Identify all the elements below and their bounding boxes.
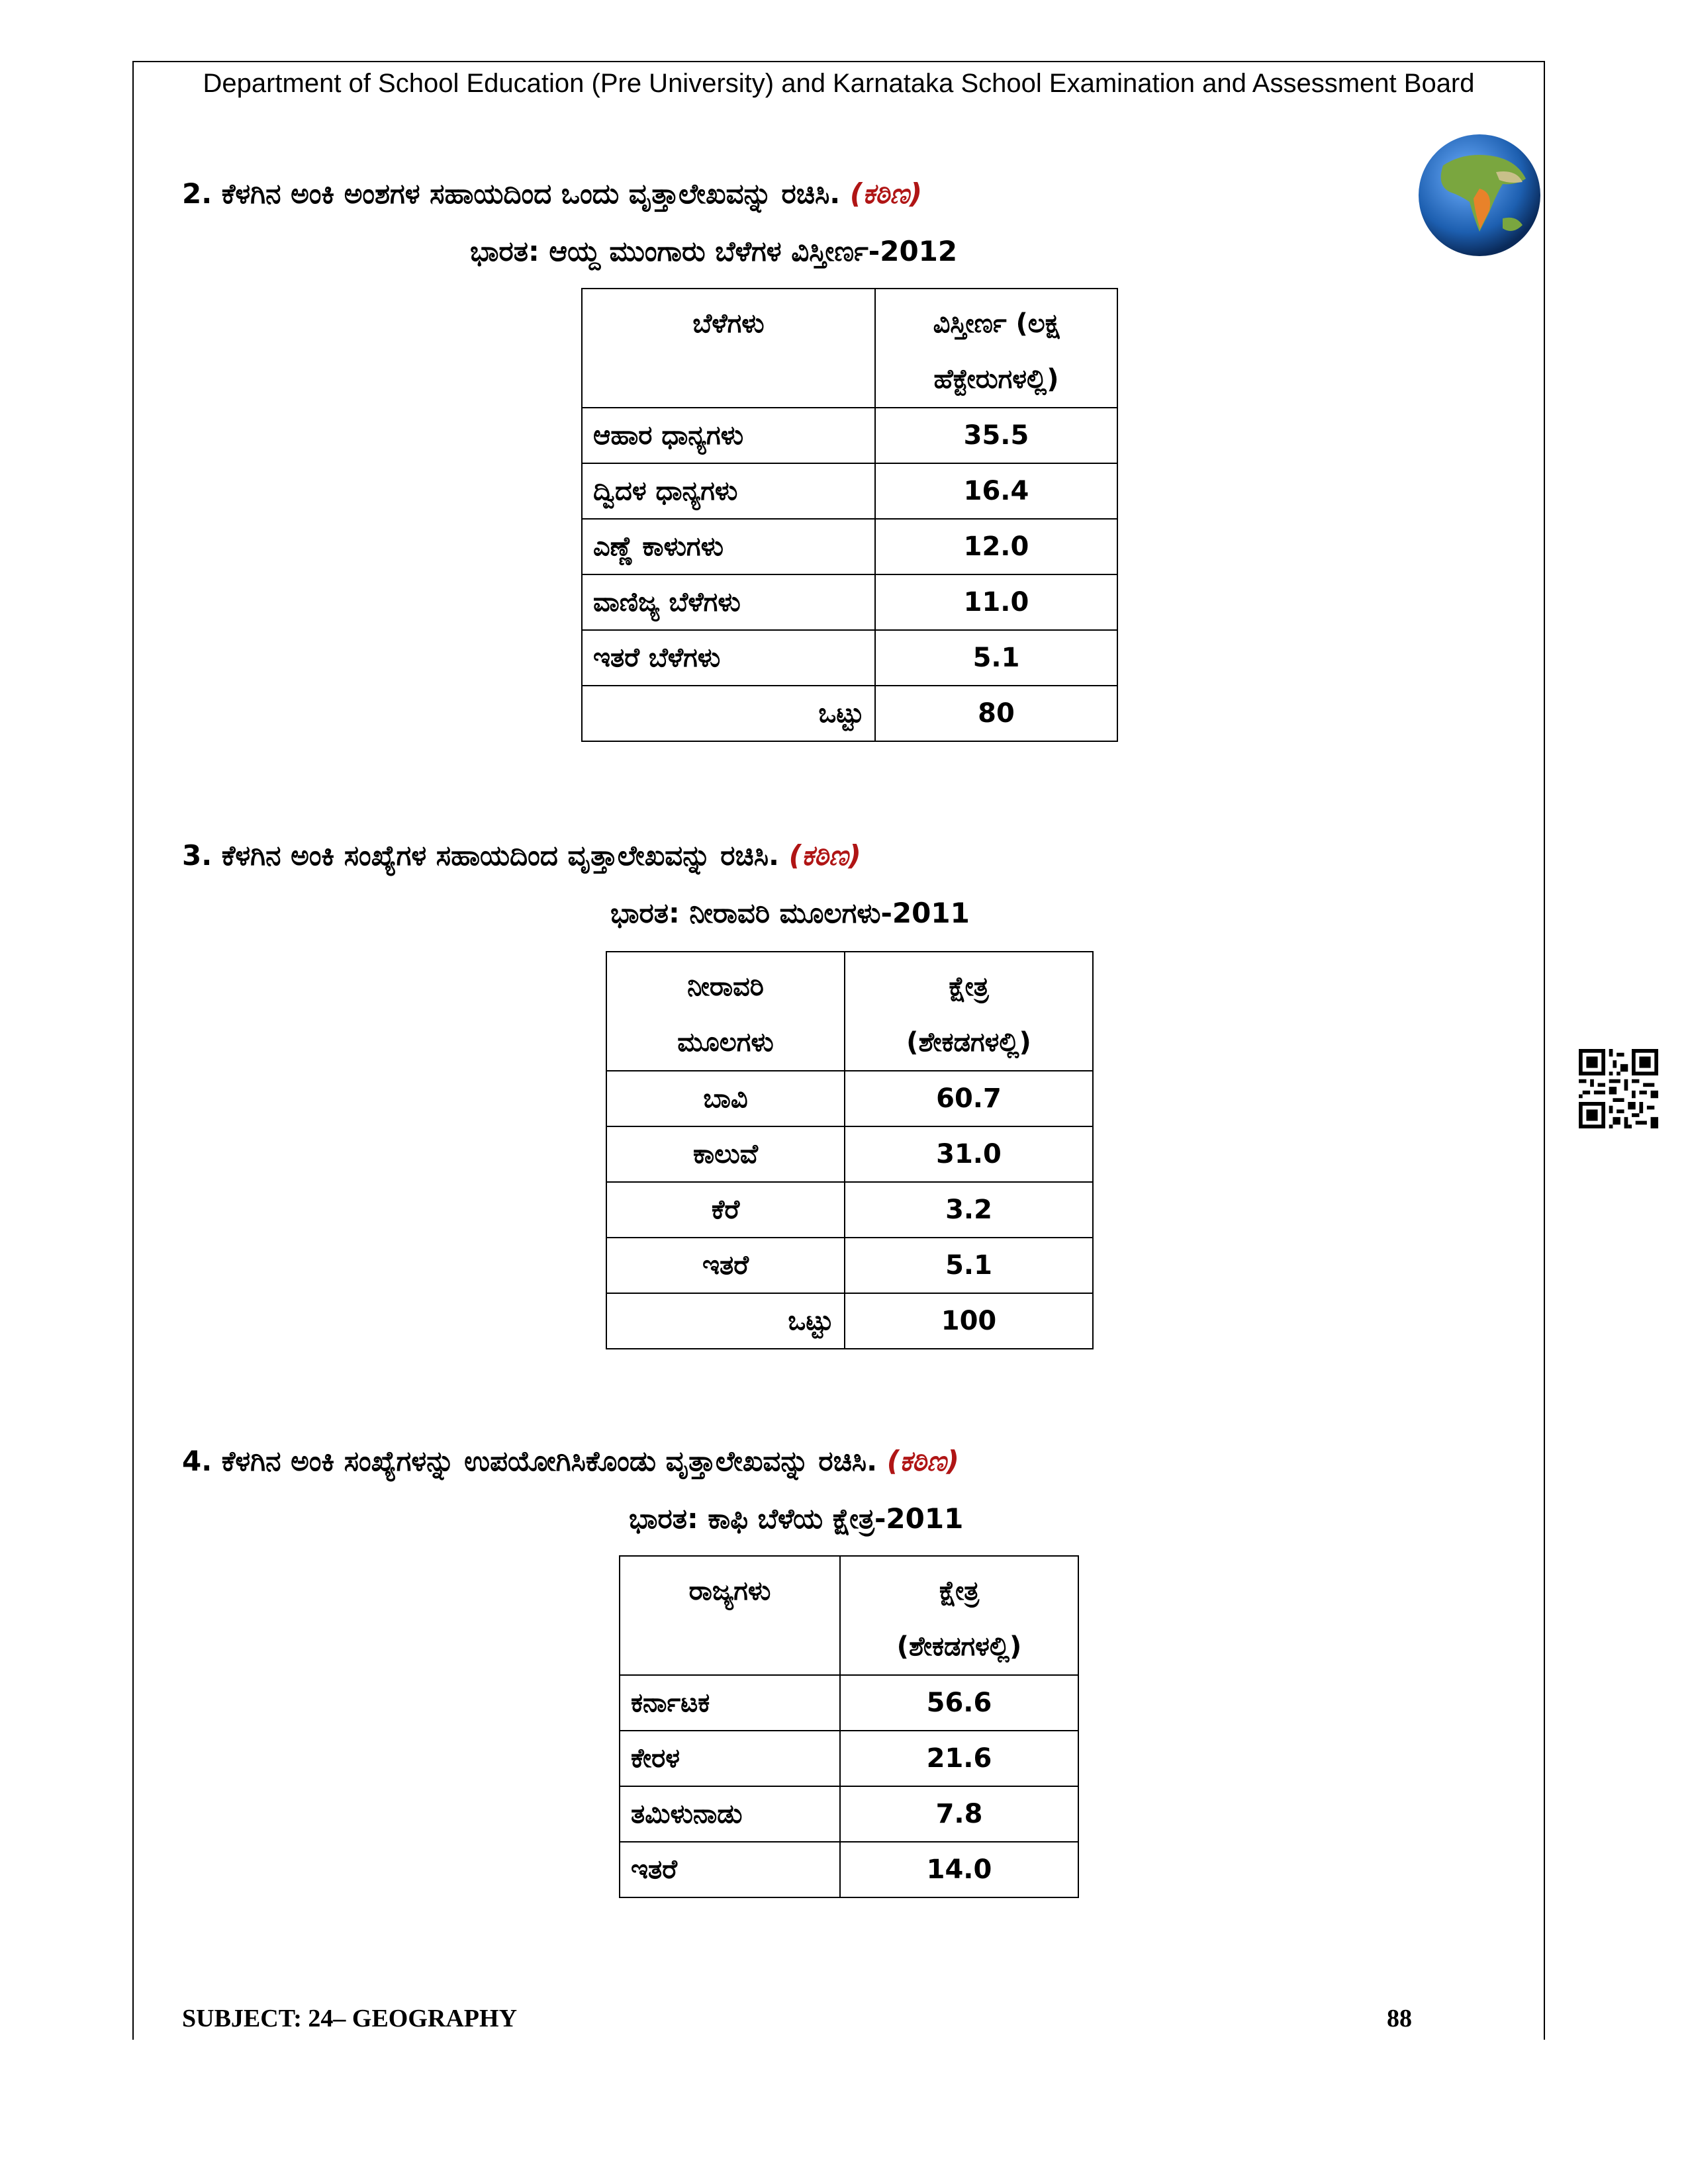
table-row — [620, 1786, 1078, 1842]
table-cell: 100 — [845, 1293, 1093, 1349]
page-header: Department of School Education (Pre University) and Karnataka School Examination and Assessment Board — [203, 69, 1475, 98]
table-row — [582, 630, 1117, 686]
table-1-header-row — [582, 289, 1117, 408]
table-cell: ಕೆರೆ — [606, 1182, 845, 1238]
question-2-text: 2. ಕೆಳಗಿನ ಅಂಕಿ ಅಂಶಗಳ ಸಹಾಯದಿಂದ ಒಂದು ವೃತ್ತಾಲೇಖವನ್ನು ರಚಿಸಿ. — [182, 177, 841, 210]
table-3-col-area: ಕ್ಷೇತ್ರ (ಶೇಕಡಗಳಲ್ಲಿ) — [840, 1556, 1078, 1675]
table-cell: 5.1 — [845, 1238, 1093, 1293]
question-3-text: 3. ಕೆಳಗಿನ ಅಂಕಿ ಸಂಖ್ಯೆಗಳ ಸಹಾಯದಿಂದ ವೃತ್ತಾಲೇಖವನ್ನು ರಚಿಸಿ. — [182, 839, 779, 872]
table-cell: ಇತರೆ — [620, 1842, 840, 1897]
table-1-caption: ಭಾರತ: ಆಯ್ದ ಮುಂಗಾರು ಬೆಳೆಗಳ ವಿಸ್ತೀರ್ಣ-2012 — [470, 235, 958, 267]
question-3 — [182, 839, 861, 872]
table-cell: 35.5 — [875, 408, 1117, 463]
table-cell: ದ್ವಿದಳ ಧಾನ್ಯಗಳು — [582, 463, 875, 519]
table-row — [582, 519, 1117, 574]
table-2-col-area: ಕ್ಷೇತ್ರ (ಶೇಕಡಗಳಲ್ಲಿ) — [845, 952, 1093, 1071]
table-3-col-states: ರಾಜ್ಯಗಳು — [620, 1556, 840, 1675]
table-1 — [581, 288, 1118, 742]
table-cell: 60.7 — [845, 1071, 1093, 1126]
page-number: 88 — [1387, 2005, 1412, 2032]
table-row — [606, 1182, 1093, 1238]
question-4 — [182, 1445, 959, 1478]
table-cell: ಇತರೆ ಬೆಳೆಗಳು — [582, 630, 875, 686]
table-3-caption: ಭಾರತ: ಕಾಫಿ ಬೆಳೆಯ ಕ್ಷೇತ್ರ-2011 — [629, 1502, 964, 1535]
table-1-col-area: ವಿಸ್ತೀರ್ಣ (ಲಕ್ಷ ಹೆಕ್ಟೇರುಗಳಲ್ಲಿ) — [875, 289, 1117, 408]
table-cell: ಇತರೆ — [606, 1238, 845, 1293]
footer-subject: SUBJECT: 24– GEOGRAPHY — [182, 2005, 518, 2032]
table-row — [606, 1071, 1093, 1126]
table-row — [582, 574, 1117, 630]
table-2 — [606, 951, 1094, 1349]
table-cell: 16.4 — [875, 463, 1117, 519]
question-2 — [182, 177, 922, 210]
question-4-text: 4. ಕೆಳಗಿನ ಅಂಕಿ ಸಂಖ್ಯೆಗಳನ್ನು ಉಪಯೋಗಿಸಿಕೊಂಡು ವೃತ್ತಾಲೇಖವನ್ನು ರಚಿಸಿ. — [182, 1445, 878, 1477]
table-2-col-sources: ನೀರಾವರಿ ಮೂಲಗಳು — [606, 952, 845, 1071]
table-row — [620, 1731, 1078, 1786]
question-3-difficulty: (ಕಠಿಣ) — [788, 839, 861, 872]
table-row — [620, 1842, 1078, 1897]
table-cell: 12.0 — [875, 519, 1117, 574]
table-row — [582, 408, 1117, 463]
table-2-header-row — [606, 952, 1093, 1071]
table-row-total — [582, 686, 1117, 741]
table-cell: 56.6 — [840, 1675, 1078, 1731]
table-row — [606, 1126, 1093, 1182]
table-row — [620, 1675, 1078, 1731]
table-cell: ತಮಿಳುನಾಡು — [620, 1786, 840, 1842]
table-cell: 7.8 — [840, 1786, 1078, 1842]
table-cell: ಒಟ್ಟು — [582, 686, 875, 741]
table-cell: ಕೇರಳ — [620, 1731, 840, 1786]
table-cell: ಕರ್ನಾಟಕ — [620, 1675, 840, 1731]
table-cell: 14.0 — [840, 1842, 1078, 1897]
table-3 — [619, 1555, 1079, 1898]
table-cell: ಕಾಲುವೆ — [606, 1126, 845, 1182]
table-cell: 5.1 — [875, 630, 1117, 686]
question-2-difficulty: (ಕಠಿಣ) — [849, 177, 923, 210]
table-3-header-row — [620, 1556, 1078, 1675]
qr-code-icon — [1579, 1049, 1658, 1128]
question-4-difficulty: (ಕಠಿಣ) — [886, 1445, 959, 1477]
table-cell: 31.0 — [845, 1126, 1093, 1182]
table-cell: ವಾಣಿಜ್ಯ ಬೆಳೆಗಳು — [582, 574, 875, 630]
table-row — [582, 463, 1117, 519]
table-1-col-crops: ಬೆಳೆಗಳು — [582, 289, 875, 408]
table-cell: 80 — [875, 686, 1117, 741]
table-row — [606, 1238, 1093, 1293]
table-cell: 3.2 — [845, 1182, 1093, 1238]
table-cell: ಎಣ್ಣೆ ಕಾಳುಗಳು — [582, 519, 875, 574]
table-cell: ಬಾವಿ — [606, 1071, 845, 1126]
table-row-total — [606, 1293, 1093, 1349]
table-cell: ಒಟ್ಟು — [606, 1293, 845, 1349]
table-cell: 21.6 — [840, 1731, 1078, 1786]
table-cell: ಆಹಾರ ಧಾನ್ಯಗಳು — [582, 408, 875, 463]
table-2-caption: ಭಾರತ: ನೀರಾವರಿ ಮೂಲಗಳು-2011 — [610, 897, 970, 929]
table-cell: 11.0 — [875, 574, 1117, 630]
globe-icon — [1417, 132, 1542, 258]
